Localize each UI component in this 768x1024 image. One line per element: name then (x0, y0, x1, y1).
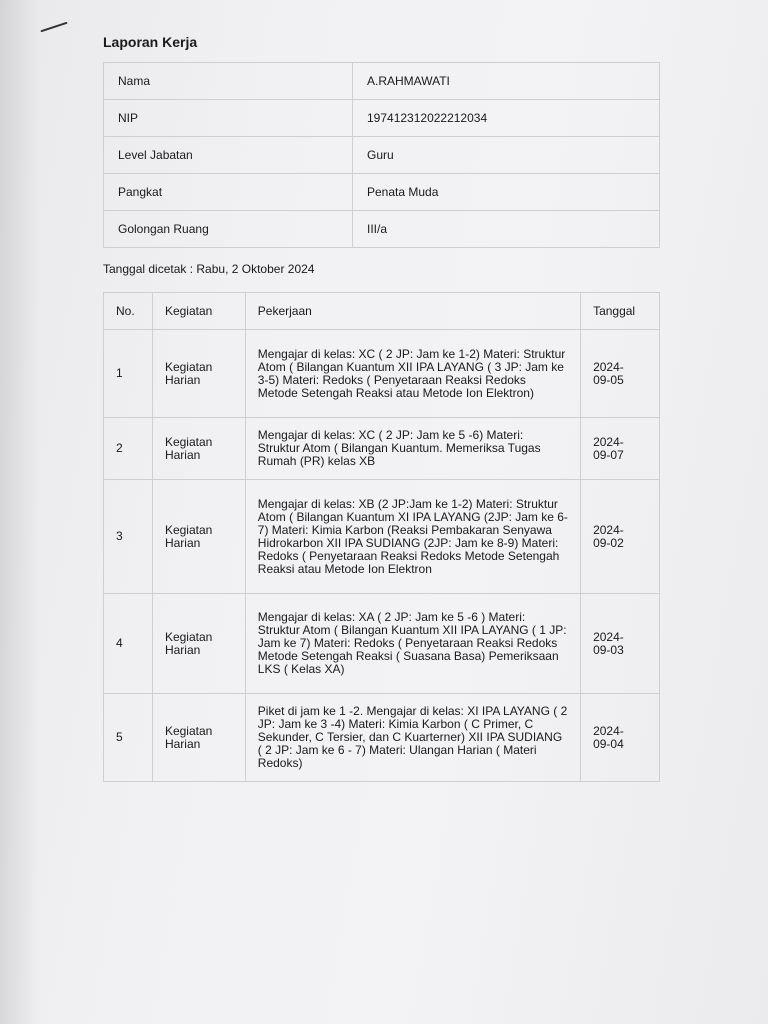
info-label: Pangkat (104, 174, 353, 211)
row-pekerjaan: Piket di jam ke 1 -2. Mengajar di kelas: XI IPA LAYANG ( 2 JP: Jam ke 3 -4) Materi: Kimia Karbon ( C Primer, C Sekunder, C Tersier, dan C Kuarterner) XII IPA SUDIANG ( 2 JP: Jam ke 6 - 7) Materi: Ulangan Harian ( Materi Redoks) (245, 694, 580, 782)
row-tanggal: 2024- 09-02 (581, 480, 660, 594)
table-row (104, 694, 660, 782)
row-no: 1 (104, 330, 153, 418)
info-value: A.RAHMAWATI (353, 63, 660, 100)
row-tanggal: 2024- 09-05 (581, 330, 660, 418)
info-value: III/a (353, 211, 660, 248)
row-no: 4 (104, 594, 153, 694)
row-pekerjaan: Mengajar di kelas: XA ( 2 JP: Jam ke 5 -6 ) Materi: Struktur Atom ( Bilangan Kuantum XII IPA LAYANG ( 1 JP: Jam ke 7) Materi: Redoks ( Penyetaraan Reaksi Redoks Metode Setengah Reaksi ( Suasana Basa) Pemeriksaan LKS ( Kelas XA) (245, 594, 580, 694)
info-row-nip (104, 100, 660, 137)
info-label: Level Jabatan (104, 137, 353, 174)
info-row-level-jabatan (104, 137, 660, 174)
info-label: Nama (104, 63, 353, 100)
info-row-nama (104, 63, 660, 100)
row-tanggal: 2024- 09-04 (581, 694, 660, 782)
header-no: No. (104, 293, 153, 330)
employee-info-table (103, 62, 660, 248)
info-row-golongan-ruang (104, 211, 660, 248)
row-pekerjaan: Mengajar di kelas: XC ( 2 JP: Jam ke 5 -6) Materi: Struktur Atom ( Bilangan Kuantum. Memeriksa Tugas Rumah (PR) kelas XB (245, 418, 580, 480)
row-kegiatan: Kegiatan Harian (152, 480, 245, 594)
work-log-table (103, 292, 660, 782)
info-value: 197412312022212034 (353, 100, 660, 137)
report-title: Laporan Kerja (103, 34, 198, 50)
header-kegiatan: Kegiatan (152, 293, 245, 330)
info-row-pangkat (104, 174, 660, 211)
info-value: Guru (353, 137, 660, 174)
pen-mark (40, 22, 67, 33)
header-tanggal: Tanggal (581, 293, 660, 330)
row-tanggal: 2024- 09-03 (581, 594, 660, 694)
row-pekerjaan: Mengajar di kelas: XC ( 2 JP: Jam ke 1-2) Materi: Struktur Atom ( Bilangan Kuantum XII IPA LAYANG ( 3 JP: Jam ke 3-5) Materi: Redoks ( Penyetaraan Reaksi Redoks Metode Setengah Reaksi atau Metode Ion Elektron) (245, 330, 580, 418)
table-header-row (104, 293, 660, 330)
table-row (104, 418, 660, 480)
row-no: 5 (104, 694, 153, 782)
row-pekerjaan: Mengajar di kelas: XB (2 JP:Jam ke 1-2) Materi: Struktur Atom ( Bilangan Kuantum XI IPA LAYANG (2JP: Jam ke 6-7) Materi: Kimia Karbon (Reaksi Pembakaran Senyawa Hidrokarbon XII IPA SUDIANG (2JP: Jam ke 8-9) Materi: Redoks ( Penyetaraan Reaksi Redoks Metode Setengah Reaksi atau Metode Ion Elektron (245, 480, 580, 594)
row-kegiatan: Kegiatan Harian (152, 330, 245, 418)
row-no: 2 (104, 418, 153, 480)
row-no: 3 (104, 480, 153, 594)
row-kegiatan: Kegiatan Harian (152, 694, 245, 782)
row-tanggal: 2024- 09-07 (581, 418, 660, 480)
table-row (104, 480, 660, 594)
printed-date: Tanggal dicetak : Rabu, 2 Oktober 2024 (103, 262, 315, 276)
table-row (104, 330, 660, 418)
info-value: Penata Muda (353, 174, 660, 211)
header-pekerjaan: Pekerjaan (245, 293, 580, 330)
table-row (104, 594, 660, 694)
row-kegiatan: Kegiatan Harian (152, 594, 245, 694)
info-label: NIP (104, 100, 353, 137)
info-label: Golongan Ruang (104, 211, 353, 248)
row-kegiatan: Kegiatan Harian (152, 418, 245, 480)
